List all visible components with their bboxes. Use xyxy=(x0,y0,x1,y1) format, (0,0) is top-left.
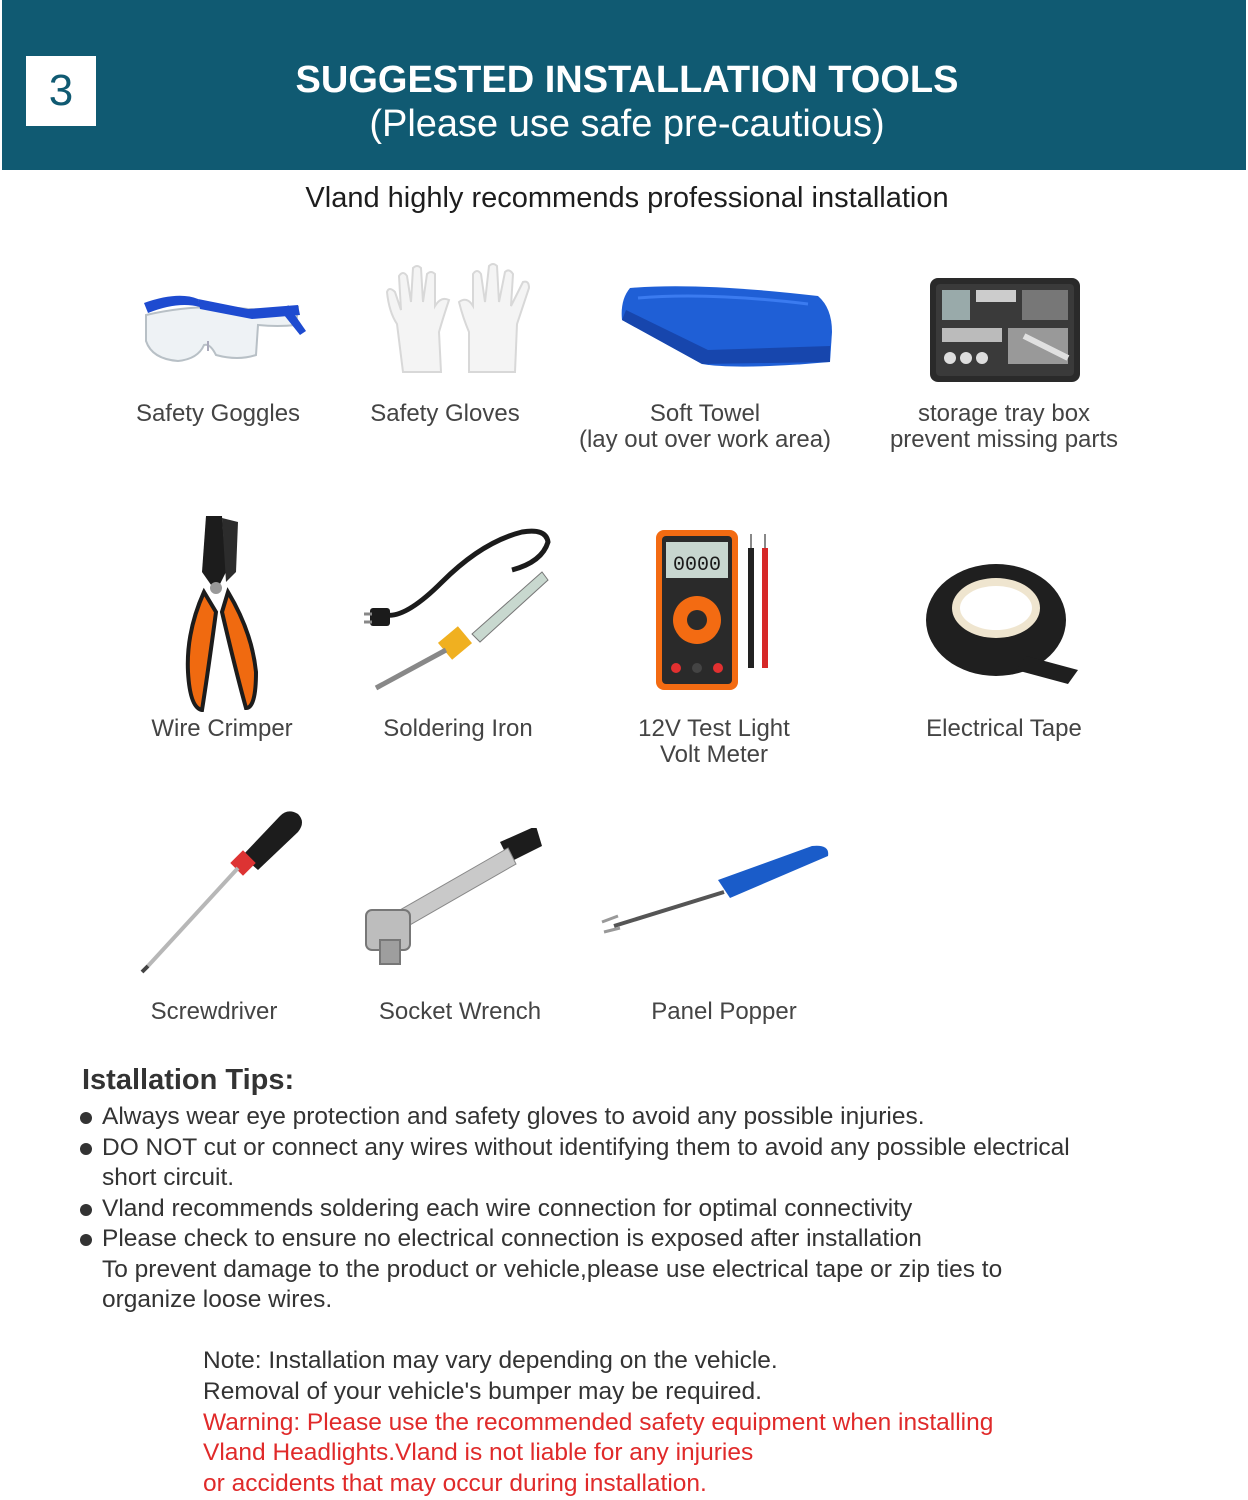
tool-label-socket-wrench: Socket Wrench xyxy=(378,998,542,1025)
volt-meter-icon xyxy=(654,528,776,698)
recommendation-text: Vland highly recommends professional installation xyxy=(305,182,949,214)
note-line: Note: Installation may vary depending on the vehicle. xyxy=(203,1347,778,1374)
tip-item: DO NOT cut or connect any wires without identifying them to avoid any possible electrical short circuit. xyxy=(76,1133,1176,1194)
warning-line: Warning: Please use the recommended safety equipment when installing xyxy=(203,1408,994,1436)
tips-list xyxy=(76,1102,1176,1316)
tool-label-safety-gloves: Safety Gloves xyxy=(370,400,520,427)
tool-label-electrical-tape: Electrical Tape xyxy=(926,715,1082,742)
tool-label-volt-meter: 12V Test Light Volt Meter xyxy=(638,715,790,768)
tool-label-screwdriver: Screwdriver xyxy=(150,998,278,1025)
screwdriver-icon xyxy=(138,808,306,974)
tool-label-soft-towel: Soft Towel (lay out over work area) xyxy=(578,400,832,453)
warning-line: or accidents that may occur during installation. xyxy=(203,1470,707,1498)
tool-label-wire-crimper: Wire Crimper xyxy=(151,715,293,742)
tool-label-panel-popper: Panel Popper xyxy=(651,998,797,1025)
storage-tray-box-icon xyxy=(928,276,1082,384)
soldering-iron-icon xyxy=(362,522,554,692)
tip-item: Please check to ensure no electrical connection is exposed after installation To prevent damage to the product or vehicle,please use electrical tape or zip ties to organize loose wires. xyxy=(76,1224,1176,1316)
tool-label-safety-goggles: Safety Goggles xyxy=(135,400,301,427)
electrical-tape-icon xyxy=(918,560,1080,686)
tips-title: Istallation Tips: xyxy=(82,1064,295,1096)
tip-item: Always wear eye protection and safety gloves to avoid any possible injuries. xyxy=(76,1102,1176,1133)
page-title: SUGGESTED INSTALLATION TOOLS xyxy=(295,59,959,101)
note-line: Removal of your vehicle's bumper may be required. xyxy=(203,1377,762,1405)
safety-gloves-icon xyxy=(383,262,553,374)
panel-popper-icon xyxy=(600,840,832,940)
installation-note xyxy=(203,1346,993,1500)
step-number-badge: 3 xyxy=(26,56,96,126)
warning-line: Vland Headlights.Vland is not liable for any injuries xyxy=(203,1439,754,1467)
tool-label-storage-tray-box: storage tray box prevent missing parts xyxy=(889,400,1119,453)
tip-item: Vland recommends soldering each wire connection for optimal connectivity xyxy=(76,1194,1176,1225)
soft-towel-icon xyxy=(618,280,836,372)
tool-label-soldering-iron: Soldering Iron xyxy=(383,715,533,742)
page-subtitle: (Please use safe pre-cautious) xyxy=(369,103,885,145)
wire-crimper-icon xyxy=(176,512,264,712)
safety-goggles-icon xyxy=(138,285,308,375)
socket-wrench-icon xyxy=(360,828,542,968)
meter-display: 0000 xyxy=(672,554,722,577)
